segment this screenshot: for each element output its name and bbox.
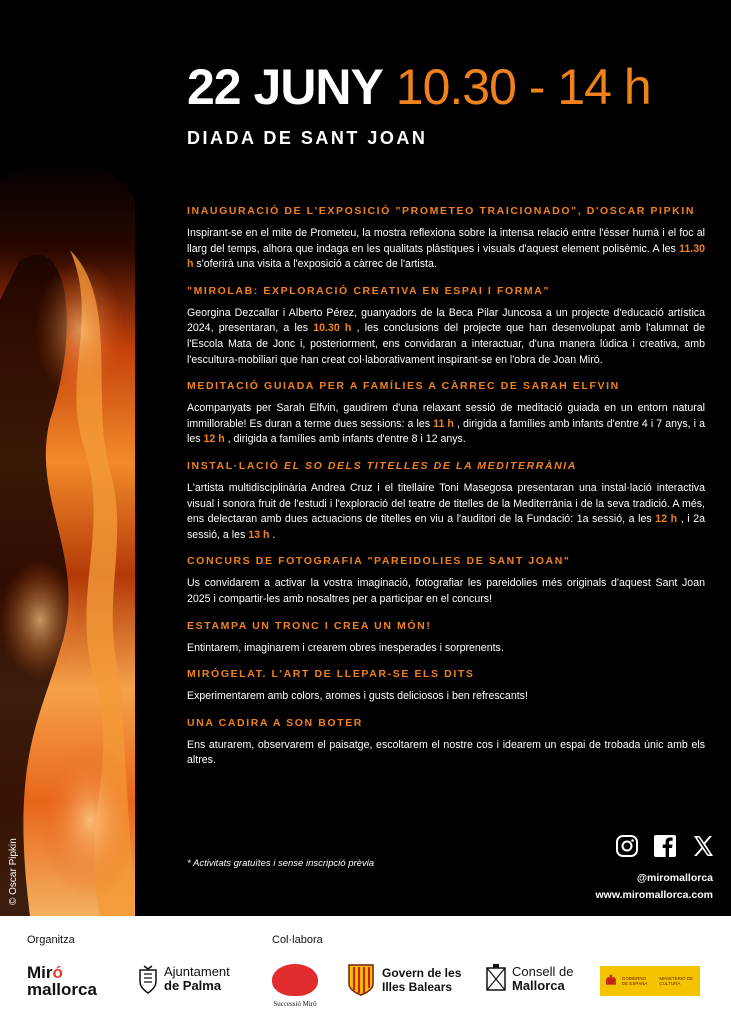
flame-photo [0,0,135,916]
consell-mallorca-logo: Consell de Mallorca [486,964,573,994]
section-installacio [187,460,705,543]
contact [596,870,713,904]
section-meditacio [187,380,705,448]
section-mirolab [187,285,705,368]
govern-illes-balears-logo: Govern de les Illes Balears [348,964,461,996]
sponsors-footer [0,916,731,1024]
palma-shield-icon [138,964,158,994]
x-icon[interactable] [691,834,715,858]
section-text: Ens aturarem, observarem el paisatge, escoltarem el nostre cos i idearem un espai de trobada únic amb els altres. [187,738,705,767]
section-cadira [187,717,705,769]
social-handle[interactable]: @miromallorca [636,872,713,884]
section-title: INSTAL·LACIÓ EL SO DELS TITELLES DE LA MEDITERRÀNIA [187,459,577,472]
facebook-icon[interactable] [653,834,677,858]
section-estampa [187,620,705,657]
photo-credit: © Oscar Pipkin [8,838,19,905]
section-title: MIRÓGELAT. L'ART DE LLEPAR-SE ELS DITS [187,668,475,681]
consell-emblem-icon [486,964,506,994]
section-title: ESTAMPA UN TRONC I CREA UN MÓN! [187,619,432,632]
instagram-icon[interactable] [615,834,639,858]
ajuntament-palma-logo: Ajuntament de Palma [138,964,230,994]
section-text: Us convidarem a activar la vostra imaginació, fotografiar les pareidolies més originals d'aquest Sant Joan 2025 i compartir-les amb nosaltres per a participar en el concurs! [187,577,705,605]
section-text: Entintarem, imaginarem i crearem obres inesperades i sorprenents. [187,641,504,654]
event-subtitle: DIADA DE SANT JOAN [187,128,428,148]
event-hours: 10.30 - 14 h [395,59,651,115]
spain-coat-of-arms-icon [606,971,616,991]
section-text: Experimentarem amb colors, aromes i gusts deliciosos i ben refrescants! [187,690,528,703]
social-links [615,834,715,858]
miro-mallorca-logo: Miró mallorca [27,963,97,999]
section-mirogelat [187,668,705,705]
section-concurs [187,555,705,607]
section-text: Georgina Dezcallar i Alberto Pérez, guanyadors de la Beca Pilar Juncosa a un projecte d'educació artística 2024, presentaran, a les 10.30 h , les conclusions del projecte que han desenvolupat amb l'alumnat de l'Escola Mata de Jonc i, posteriorment, ens convidaran a interactuar, d'una manera lúdica i creativa, amb l'escultura-mobiliari que han creat col·laborativament inspirant-se en l'obra de Joan Miró. [187,306,706,366]
section-inauguracio [187,205,705,273]
balears-shield-icon [348,964,374,996]
red-blob-icon [272,964,318,996]
section-title: INAUGURACIÓ DE L'EXPOSICIÓ "PROMETEO TRAICIONADO", D'OSCAR PIPKIN [187,205,696,217]
section-text: Inspirant-se en el mite de Prometeu, la mostra reflexiona sobre la intensa relació entre l'ésser humà i el foc al llarg del temps, alhora que indaga en les qualitats plàstiques i visuals d'aquest element polisèmic. A les 11.30 h s'oferirà una visita a l'exposició a càrrec de l'artista. [187,227,705,271]
section-title: "MIROLAB: EXPLORACIÓ CREATIVA EN ESPAI I FORMA" [187,284,551,297]
website-link[interactable]: www.miromallorca.com [595,889,713,901]
program [187,205,705,781]
header [187,58,651,149]
date-line [187,58,651,116]
free-activities-note: * Activitats gratuïtes i sense inscripció prèvia [187,858,375,869]
section-text: L'artista multidisciplinària Andrea Cruz i el titellaire Toni Masegosa presentaran una instal·lació interactiva visual i sonora fruit de l'estudi i l'exploració del teatre de titelles de la Mediterrània i de la seva tradició. A més, ens delectaran amb dues actuacions de titelles en viu a l'auditori de la Fundació: 1a sessió, a les 12 h , i 2a sessió, a les 13 h . [187,481,706,541]
section-title: CONCURS DE FOTOGRAFIA "PAREIDOLIES DE SANT JOAN" [187,555,571,568]
section-text: Acompanyats per Sarah Elfvin, gaudirem d'una relaxant sessió de meditació guiada en un entorn natural immillorable! Es duran a terme dues sessions: a les 11 h , dirigida a famílies amb infants d'entre 4 i 7 anys, i a les 12 h , dirigida a famílies amb infants d'entre 8 i 12 anys. [187,402,705,446]
successio-miro-logo: Successió Miró [272,964,318,1008]
section-title: MEDITACIÓ GUIADA PER A FAMÍLIES A CÀRREC DE SARAH ELFVIN [187,380,620,393]
organitza-label: Organitza [27,934,75,946]
event-day: 22 JUNY [187,59,383,115]
section-title: UNA CADIRA A SON BOTER [187,716,363,729]
collabora-label: Col·labora [272,934,323,946]
gobierno-espana-logo: GOBIERNO DE ESPAÑA MINISTERIO DE CULTURA [600,966,700,996]
